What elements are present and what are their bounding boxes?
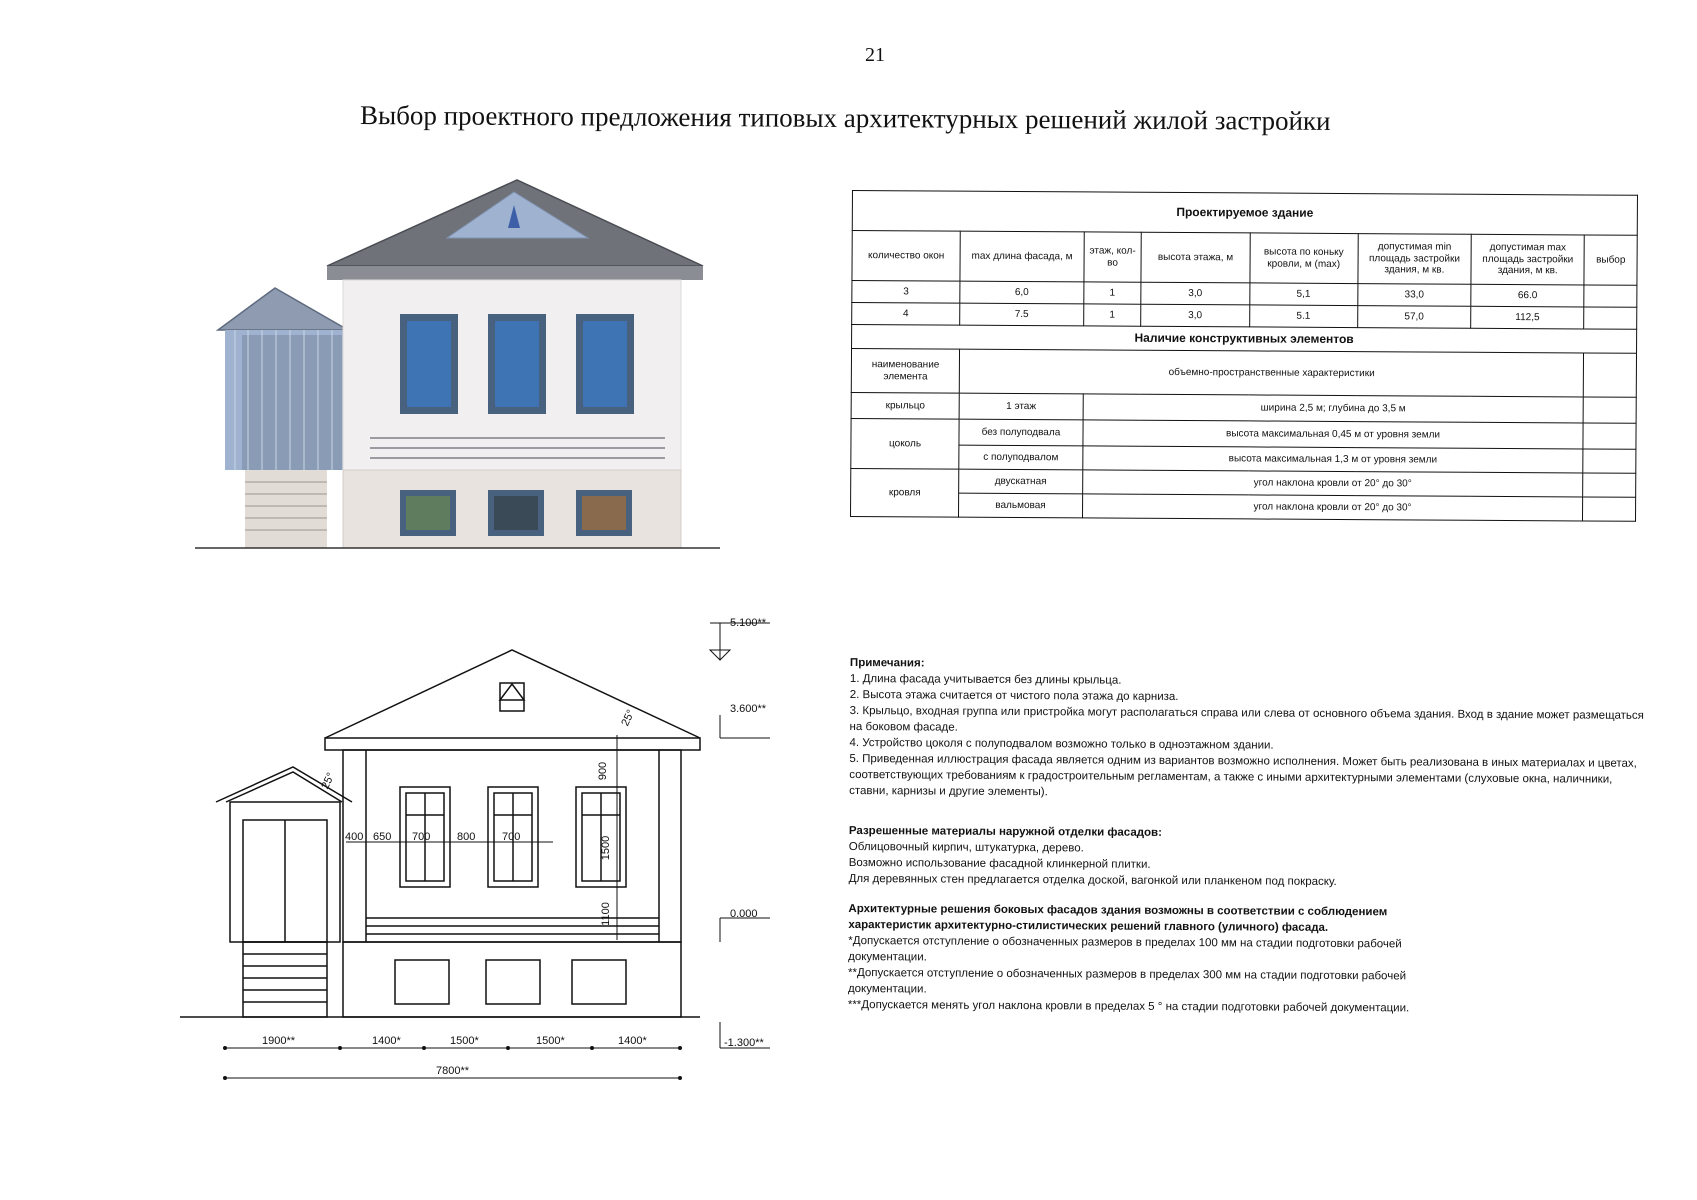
angle-label: 25°	[619, 707, 638, 729]
table-header: высота этажа, м	[1141, 232, 1250, 283]
table-cell: 3,0	[1141, 282, 1249, 305]
bottom-dim-label: 1400*	[372, 1035, 401, 1047]
table-cell: 33,0	[1358, 284, 1471, 307]
table-cell: 7.5	[960, 303, 1084, 326]
selection-cell[interactable]	[1583, 397, 1636, 423]
notes-heading: Примечания:	[849, 656, 925, 670]
tolerance-note: **Допускается отступление о обозначенных размеров в пределах 300 мм на стадии подготовки рабочей документации.	[847, 966, 1407, 996]
note-item: 3. Крыльцо, входная группа или пристройка могут располагаться справа или слева от основного объема здания. Вход в здание может размещаться на боковом фасаде.	[849, 704, 1644, 734]
angle-label: 25°	[319, 770, 338, 792]
material-item: Облицовочный кирпич, штукатурка, дерево.	[848, 840, 1084, 855]
element-type: вальмовая	[959, 493, 1083, 518]
side-facades-heading: Архитектурные решения боковых фасадов здания возможны в соответствии с соблюдением характеристик архитектурно-стилистических решений главного (уличного) фасада.	[848, 902, 1388, 934]
element-type: без полуподвала	[959, 419, 1083, 446]
bottom-dim-label: 1400*	[618, 1035, 647, 1047]
table-cell: 57,0	[1357, 306, 1470, 329]
table-cell: 112,5	[1471, 306, 1584, 329]
note-item: 4. Устройство цоколя с полуподвалом возможно только в одноэтажном здании.	[849, 736, 1274, 752]
selection-cell[interactable]	[1584, 353, 1637, 397]
table-cell: 1	[1083, 282, 1141, 304]
element-name: кровля	[851, 468, 960, 517]
section-title: Наличие конструктивных элементов	[852, 325, 1637, 354]
building-table	[850, 190, 1638, 522]
element-desc: высота максимальная 1,3 м от уровня земли	[1082, 446, 1583, 473]
table-cell: 6,0	[960, 281, 1084, 304]
horizontal-dim-label: 400	[345, 831, 364, 843]
table-header: max длина фасада, м	[960, 231, 1084, 282]
table-cell: 5,1	[1249, 283, 1357, 306]
characteristics-header: объемно-пространственные характеристики	[959, 349, 1583, 397]
table-cell: 66.0	[1471, 284, 1584, 307]
table-header-row	[852, 231, 1637, 286]
vertical-dim-label: 900	[597, 761, 610, 781]
table-header: выбор	[1584, 235, 1637, 285]
horizontal-dim-label: 700	[502, 831, 521, 843]
table-cell: 3	[852, 281, 960, 304]
table-header: этаж, кол-во	[1084, 232, 1142, 282]
element-desc: угол наклона кровли от 20° до 30°	[1082, 470, 1583, 497]
horizontal-dim-label: 650	[373, 831, 392, 843]
selection-cell[interactable]	[1584, 285, 1637, 307]
table-header: высота по коньку кровли, м (max)	[1249, 233, 1358, 284]
table-cell: 5.1	[1249, 305, 1357, 328]
level-label: -1.300**	[724, 1037, 764, 1049]
table-title: Проектируемое здание	[852, 191, 1637, 236]
table-header: допустимая min площадь застройки здания, м кв.	[1358, 234, 1472, 285]
level-label: 5.100**	[730, 617, 767, 629]
element-type: 1 этаж	[959, 393, 1083, 420]
tolerance-note: ***Допускается менять угол наклона кровли в пределах 5 ° на стадии подготовки рабочей документации.	[847, 998, 1410, 1015]
table-row	[851, 492, 1636, 521]
page-number: 21	[865, 44, 885, 66]
tolerance-note: *Допускается отступление о обозначенных размеров в пределах 100 мм на стадии подготовки рабочей документации.	[848, 934, 1402, 964]
bottom-dim-label: 1500*	[536, 1035, 565, 1047]
level-label: 0.000	[730, 908, 758, 920]
selection-cell[interactable]	[1583, 423, 1636, 449]
selection-cell[interactable]	[1584, 307, 1637, 329]
notes-section	[848, 655, 1650, 1018]
element-name: цоколь	[851, 418, 960, 469]
selection-cell[interactable]	[1583, 449, 1636, 473]
element-name-header: наименование элемента	[851, 349, 960, 394]
material-item: Возможно использование фасадной клинкерной плитки.	[848, 856, 1151, 871]
table-cell: 1	[1083, 304, 1141, 326]
bottom-dim-label: 1900**	[262, 1035, 296, 1047]
horizontal-dim-label: 700	[412, 831, 431, 843]
note-item: 2. Высота этажа считается от чистого пола этажа до карниза.	[849, 688, 1179, 704]
note-item: 1. Длина фасада учитывается без длины крыльца.	[849, 672, 1122, 687]
table-header: допустимая max площадь застройки здания, м кв.	[1471, 234, 1585, 285]
element-name: крыльцо	[851, 392, 959, 419]
level-label: 3.600**	[730, 703, 767, 715]
material-item: Для деревянных стен предлагается отделка доской, вагонкой или планкеном под покраску.	[848, 872, 1337, 888]
element-type: с полуподвалом	[959, 445, 1083, 470]
horizontal-dim-label: 800	[457, 831, 476, 843]
selection-cell[interactable]	[1583, 497, 1636, 521]
selection-cell[interactable]	[1583, 473, 1636, 497]
table-cell: 4	[852, 303, 960, 326]
table-cell: 3,0	[1141, 304, 1249, 327]
page-title: Выбор проектного предложения типовых архитектурных решений жилой застройки	[359, 100, 1331, 136]
element-desc: ширина 2,5 м; глубина до 3,5 м	[1083, 394, 1584, 423]
vertical-dim-label: 1100	[599, 902, 612, 926]
note-item: 5. Приведенная иллюстрация фасада является одним из вариантов возможно исполнения. Может быть реализована в иных материалах и цветах, соответствующих требованиям к градостроительным регламентам, а также с иными архитектурными элементами (слуховые окна, наличники, ставни, карнизы и другие элементы).	[849, 752, 1637, 799]
element-desc: угол наклона кровли от 20° до 30°	[1082, 494, 1583, 521]
materials-heading: Разрешенные материалы наружной отделки фасадов:	[848, 824, 1163, 839]
element-desc: высота максимальная 0,45 м от уровня земли	[1083, 420, 1584, 449]
table-header: количество окон	[852, 231, 961, 282]
vertical-dim-label: 1500	[600, 835, 613, 861]
element-type: двускатная	[959, 469, 1083, 494]
total-dim-label: 7800**	[436, 1065, 470, 1077]
bottom-dim-label: 1500*	[450, 1035, 479, 1047]
